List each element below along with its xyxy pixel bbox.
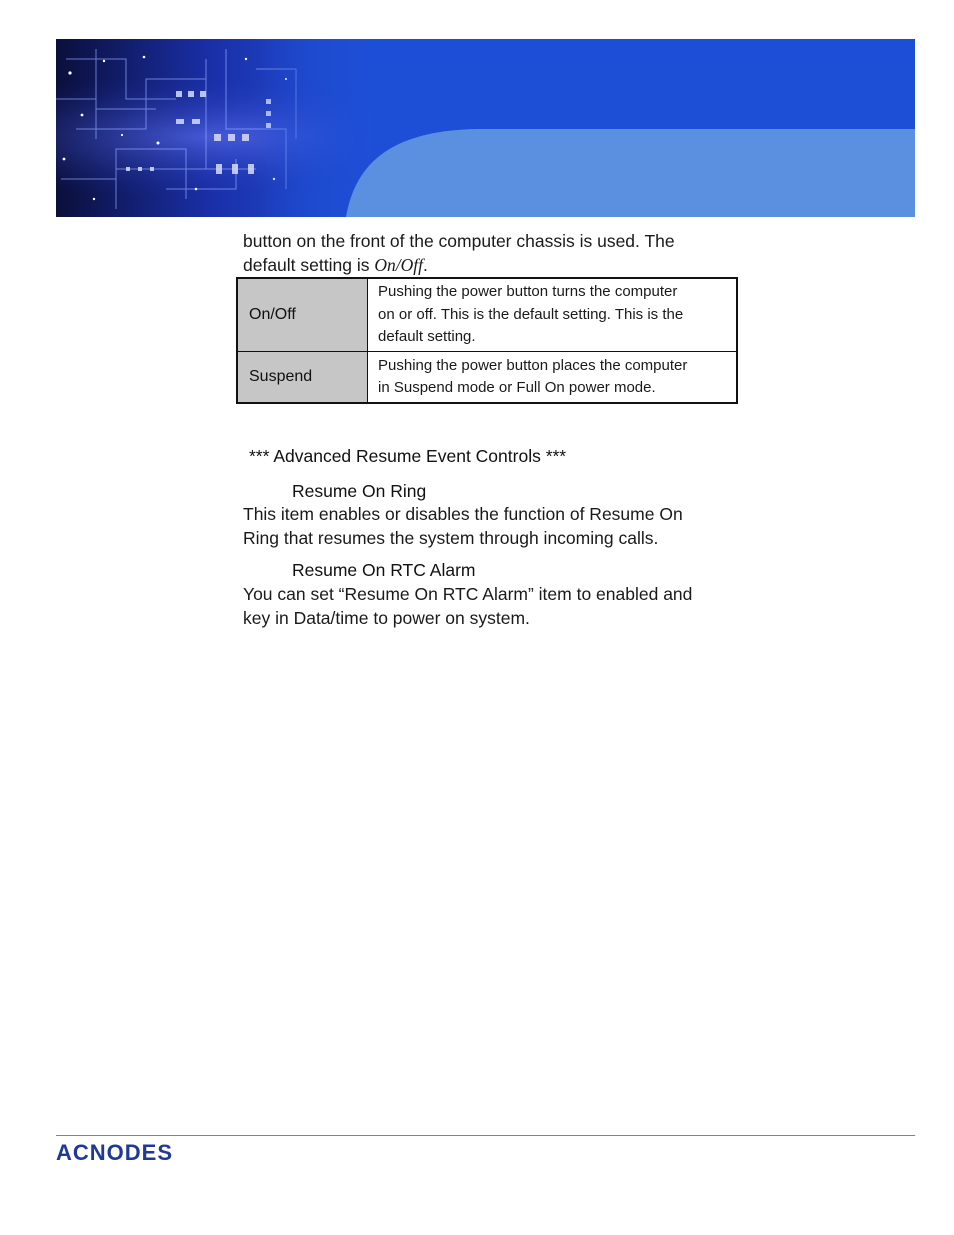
default-value: On/Off (374, 255, 423, 275)
description-line: on or off. This is the default setting. This is the (378, 305, 684, 323)
option-key: On/Off (237, 278, 368, 352)
intro-line-2-prefix: default setting is (243, 255, 375, 275)
description-line: Pushing the power button turns the computer (378, 283, 678, 301)
intro-paragraph (243, 229, 743, 277)
intro-line-1: button on the front of the computer chassis is used. The (243, 231, 675, 251)
table-row (237, 352, 737, 404)
body-line: key in Data/time to power on system. (243, 608, 530, 628)
description-line: in Suspend mode or Full On power mode. (378, 379, 656, 396)
header-banner (56, 39, 915, 217)
logo-text: ACNODES (56, 1140, 174, 1163)
option-description (368, 278, 738, 352)
table-row (237, 278, 737, 352)
option-key: Suspend (237, 352, 368, 404)
body-line: This item enables or disables the function of Resume On (243, 504, 683, 524)
body-line: You can set “Resume On RTC Alarm” item to enabled and (243, 584, 693, 604)
resume-on-rtc-title: Resume On RTC Alarm (292, 560, 476, 580)
resume-on-ring-title: Resume On Ring (292, 481, 427, 501)
section-heading: *** Advanced Resume Event Controls *** (249, 446, 567, 466)
resume-on-ring-body (243, 502, 743, 550)
body-line: Ring that resumes the system through incoming calls. (243, 528, 659, 548)
power-button-options-table (236, 277, 738, 404)
circuit-board-banner-icon (56, 39, 915, 217)
description-line: default setting. (378, 328, 476, 346)
intro-line-2-suffix: . (422, 255, 428, 275)
description-line: Pushing the power button places the computer (378, 356, 688, 374)
footer-rule (56, 1135, 915, 1136)
option-description (368, 352, 738, 404)
acnodes-logo-icon (56, 1139, 212, 1163)
resume-on-rtc-body (243, 582, 743, 630)
